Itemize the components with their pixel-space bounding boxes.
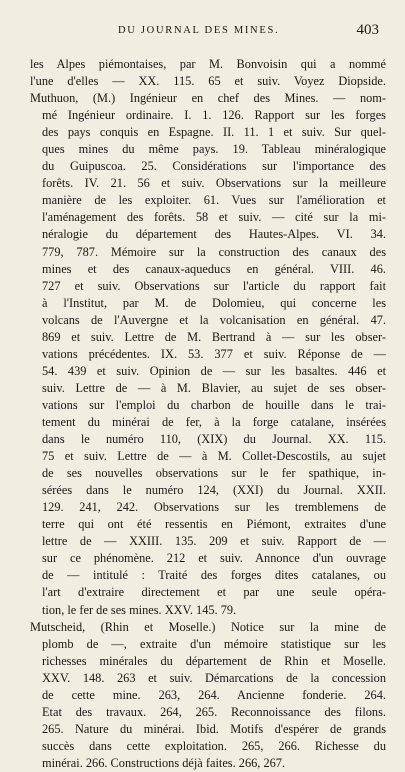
text-line: dans le numéro 110, (XIX) du Journal. XX. 115. (42, 432, 386, 447)
page-header (0, 23, 405, 43)
text-line: mé Ingénieur ordinaire. I. 1. 126. Rapport sur les forges (42, 108, 386, 123)
text-line: forêts. IV. 21. 56 et suiv. Observations sur la meilleure (42, 176, 386, 191)
text-line: mines et des canaux-aqueducs en général. VIII. 46. (42, 261, 386, 276)
text-line: 129. 241, 242. Observations sur les tremblemens de (42, 500, 386, 515)
page-number: 403 (356, 22, 379, 38)
text-line: des pays conquis en Espagne. II. 11. 1 et suiv. Sur quel- (42, 125, 386, 140)
text-line: vations précédentes. IX. 53. 377 et suiv. Réponse de — (42, 346, 386, 361)
text-line: de — intitulé : Traité des forges dites catalanes, ou (42, 568, 386, 583)
text-line: 869 et suiv. Lettre de M. Bertrand à — sur les obser- (42, 329, 386, 344)
text-line: 54. 439 et suiv. Opinion de — sur les basaltes. 446 et (42, 363, 386, 378)
text-line: Muthuon, (M.) Ingénieur en chef des Mines. — nom- (30, 91, 386, 106)
text-line: vations sur l'emploi du charbon de houille dans le trai- (42, 397, 386, 412)
text-line: richesses minérales du département de Rhin et Moselle. (42, 653, 386, 668)
text-line: sur ce phénomène. 212 et suiv. Annonce d'un ouvrage (42, 551, 386, 566)
text-line: ques mines du même pays. 19. Tableau minéralogique (42, 142, 386, 157)
text-line: suiv. Lettre de — à M. Blavier, au sujet de ses obser- (42, 380, 386, 395)
text-line: 727 et suiv. Observations sur l'article du rapport fait (42, 278, 386, 293)
text-line: sérées dans le numéro 124, (XXI) du Journal. XXII. (42, 483, 386, 498)
text-line: plomb de —, extraite d'un mémoire statistique sur les (42, 636, 386, 651)
text-line: manière de les exploiter. 61. Vues sur l'amélioration et (42, 193, 386, 208)
running-title: DU JOURNAL DES MINES. (118, 25, 280, 36)
text-line: XXV. 148. 263 et suiv. Démarcations de la concession (42, 670, 386, 685)
text-line: de cette mine. 263, 264. Ancienne fonderie. 264. (42, 687, 386, 702)
text-line: du Guipuscoa. 25. Considérations sur l'importance des (42, 159, 386, 174)
text-line: volcans de l'Auvergne et la volcanisation en général. 47. (42, 312, 386, 327)
text-line: à l'Institut, par M. de Dolomieu, qui concerne les (42, 295, 386, 310)
text-line: néralogie du département des Hautes-Alpes. VI. 34. (42, 227, 386, 242)
text-line: 779, 787. Mémoire sur la construction des canaux des (42, 244, 386, 259)
text-line: tement du minérai de fer, à la forge catalane, insérées (42, 414, 386, 429)
text-line: l'une d'elles — XX. 115. 65 et suiv. Voyez Diopside. (30, 74, 386, 89)
text-line: 265. Nature du minérai. Ibid. Motifs d'espérer de grands (42, 721, 386, 736)
text-line: Etat des travaux. 264, 265. Reconnoissance des filons. (42, 704, 386, 719)
text-line: l'art d'extraire directement et par une seule opéra- (42, 585, 386, 600)
text-line: minérai. 266. Constructions déjà faites. 266, 267. (42, 755, 286, 770)
text-line: 75 et suiv. Lettre de — à M. Collet-Descostils, au sujet (42, 449, 386, 464)
text-line: tion, le fer de ses mines. XXV. 145. 79. (42, 602, 237, 617)
text-line: terre qui ont été ressentis en Piémont, extraites d'une (42, 517, 386, 532)
text-line: les Alpes piémontaises, par M. Bonvoisin qui a nommé (30, 57, 386, 71)
index-entries (30, 56, 386, 772)
text-line: succès dans cette exploitation. 265, 266. Richesse du (42, 738, 386, 753)
text-line: Mutscheid, (Rhin et Moselle.) Notice sur la mine de (30, 619, 386, 634)
text-line: de ses nouvelles observations sur le fer spathique, in- (42, 466, 386, 481)
text-line: lettre de — XXIII. 135. 209 et suiv. Rapport de — (42, 534, 386, 549)
text-line: l'aménagement des forêts. 58 et suiv. — cité sur la mi- (42, 210, 386, 225)
